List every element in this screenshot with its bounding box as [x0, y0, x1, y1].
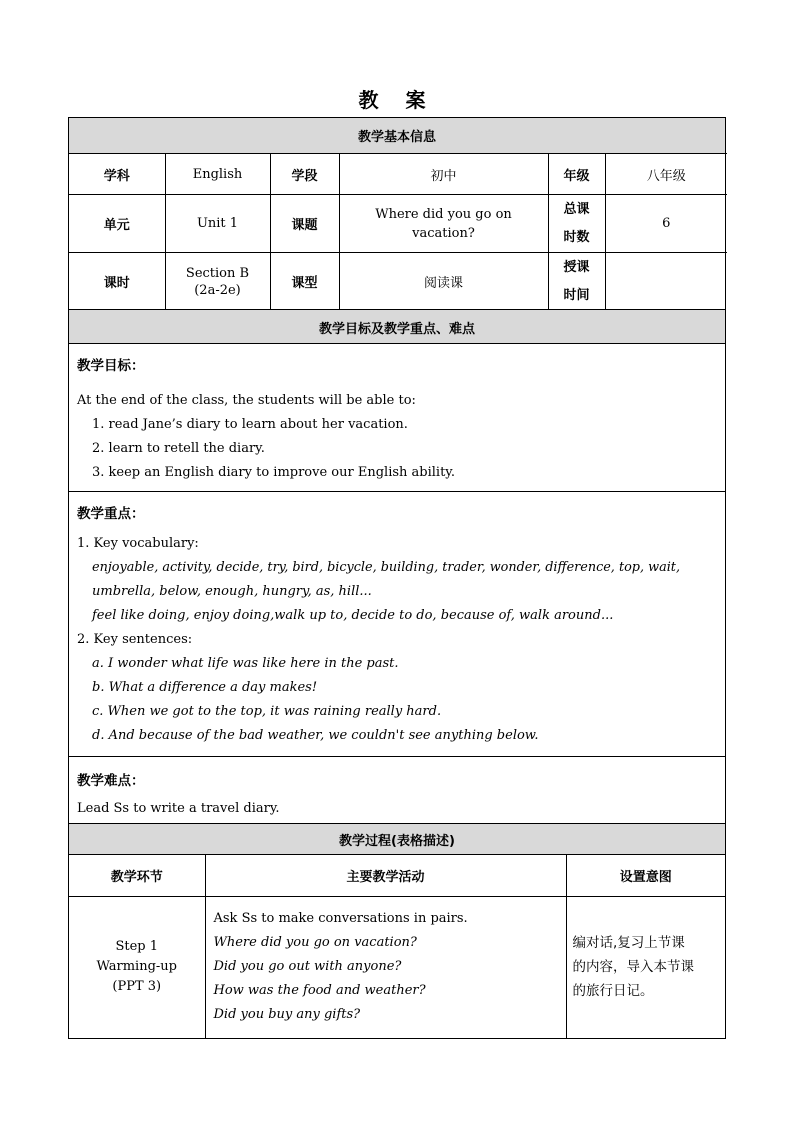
process-grid: [69, 854, 725, 1038]
teaching-time-label: [548, 253, 605, 311]
total-hours-label-line-2: 时数: [563, 229, 590, 245]
activity-question: Did you buy any gifts?: [213, 1007, 361, 1023]
basic-info-header: 教学基本信息: [69, 118, 725, 153]
unit-label: 单元: [69, 195, 165, 253]
purpose-line: 编对话,复习上节课: [572, 935, 685, 952]
process-table: [68, 823, 726, 1039]
key-sentences-label: 2. Key sentences:: [77, 632, 193, 647]
lesson-type-label: 课型: [270, 253, 339, 311]
process-header: 教学过程(表格描述): [69, 824, 725, 854]
purpose-line: 的旅行日记。: [572, 983, 654, 1000]
topic-label: 课题: [270, 195, 339, 253]
lesson-type-value: 阅读课: [339, 253, 548, 311]
basic-info-grid: [69, 153, 727, 311]
step-line: (PPT 3): [112, 979, 162, 995]
activity-intro: Ask Ss to make conversations in pairs.: [213, 911, 468, 927]
key-sentence: d. And because of the bad weather, we couldn't see anything below.: [92, 728, 539, 743]
key-sentence: b. What a difference a day makes!: [92, 680, 318, 695]
basic-info-table: [68, 117, 726, 311]
difficult-points-text: Lead Ss to write a travel diary.: [77, 801, 280, 816]
key-points-cell: [68, 491, 726, 756]
objectives-heading: 教学目标：: [77, 358, 145, 374]
objective-item: 3. keep an English diary to improve our English ability.: [92, 465, 456, 480]
period-value: [165, 253, 270, 311]
teaching-time-label-line-2: 时间: [563, 287, 590, 303]
key-sentence: c. When we got to the top, it was raining really hard.: [92, 704, 442, 719]
teaching-time-label-line-1: 授课: [563, 259, 590, 275]
subject-label: 学科: [69, 154, 165, 195]
objectives-cell: [68, 343, 726, 491]
objective-item: 1. read Jane’s diary to learn about her vacation.: [92, 417, 408, 432]
stage-value: 初中: [339, 154, 548, 195]
period-line-1: Section B: [185, 265, 250, 281]
unit-value: Unit 1: [165, 195, 270, 253]
goals-header: 教学目标及教学重点、难点: [69, 310, 725, 344]
topic-value: [339, 195, 548, 253]
objective-item: 2. learn to retell the diary.: [92, 441, 265, 456]
step-line: Step 1: [115, 939, 159, 955]
activity-question: How was the food and weather?: [213, 983, 426, 999]
period-label: 课时: [69, 253, 165, 311]
objectives-intro: At the end of the class, the students will be able to:: [77, 393, 416, 408]
subject-value: English: [165, 154, 270, 195]
difficult-points-cell: [68, 756, 726, 823]
purpose-cell: [566, 897, 725, 1038]
process-col-activity: 主要教学活动: [205, 855, 566, 897]
vocabulary-line: feel like doing, enjoy doing,walk up to, decide to do, because of, walk around...: [92, 608, 614, 623]
teaching-time-value: [605, 253, 727, 311]
period-line-2: (2a-2e): [194, 282, 241, 298]
topic-line-2: vacation?: [412, 225, 475, 241]
vocabulary-line: umbrella, below, enough, hungry, as, hill...: [92, 584, 372, 599]
grade-label: 年级: [548, 154, 605, 195]
key-points-heading: 教学重点：: [77, 506, 145, 522]
activity-question: Where did you go on vacation?: [213, 935, 417, 951]
process-col-step: 教学环节: [69, 855, 205, 897]
page-title: 教 案: [358, 88, 436, 112]
key-vocabulary-label: 1. Key vocabulary:: [77, 536, 199, 551]
difficult-points-heading: 教学难点：: [77, 773, 145, 789]
total-hours-label-line-1: 总课: [563, 201, 590, 217]
stage-label: 学段: [270, 154, 339, 195]
activity-question: Did you go out with anyone?: [213, 959, 402, 975]
total-hours-label: [548, 195, 605, 253]
grade-value: 八年级: [605, 154, 727, 195]
total-hours-value: 6: [605, 195, 727, 253]
goals-section: [68, 309, 726, 344]
topic-line-1: Where did you go on: [375, 206, 512, 222]
vocabulary-line: enjoyable, activity, decide, try, bird, bicycle, building, trader, wonder, difference, top, wait,: [92, 560, 681, 575]
step-cell: [69, 897, 205, 1038]
process-col-purpose: 设置意图: [566, 855, 725, 897]
step-line: Warming-up: [96, 959, 177, 975]
activity-cell: [205, 897, 566, 1038]
purpose-line: 的内容，导入本节课: [572, 959, 694, 976]
key-sentence: a. I wonder what life was like here in the past.: [92, 656, 399, 671]
